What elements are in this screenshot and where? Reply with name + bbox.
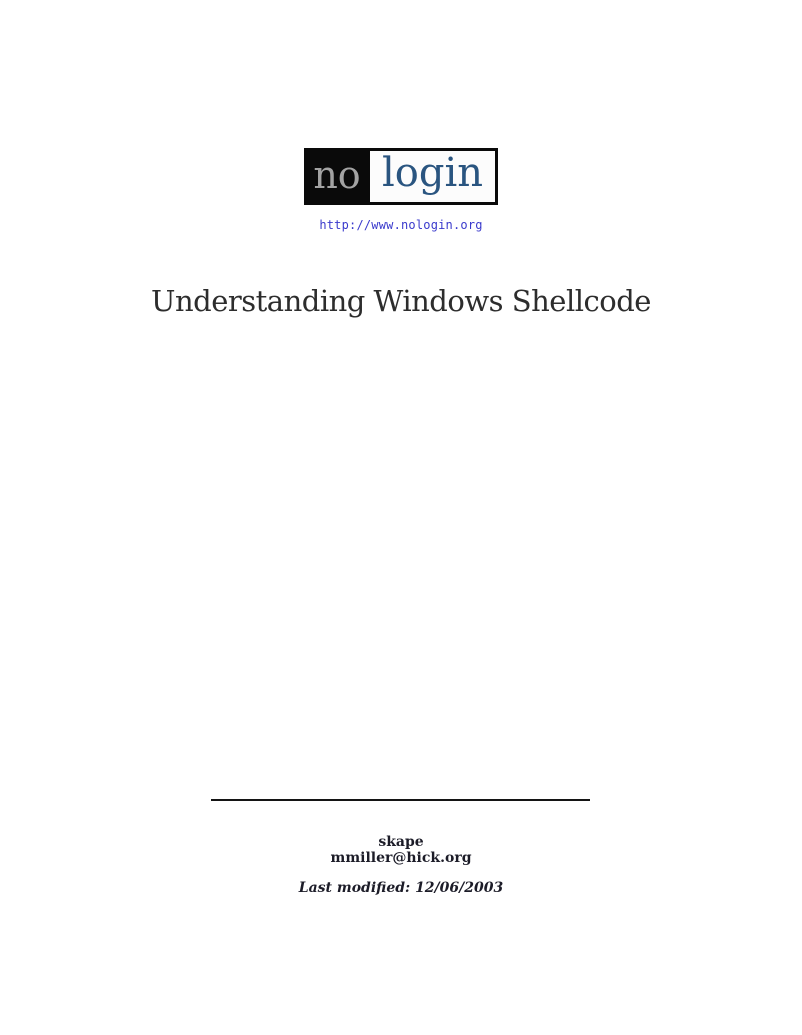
logo-text-no: no	[313, 152, 361, 197]
paper-title: Understanding Windows Shellcode	[151, 284, 651, 318]
nologin-url-link[interactable]: http://www.nologin.org	[319, 218, 483, 232]
author-name: skape	[378, 834, 424, 850]
logo-text-login: login	[381, 150, 484, 196]
divider-rule	[211, 799, 590, 801]
site-url-line	[0, 214, 802, 233]
nologin-logo	[304, 148, 498, 205]
author-email: mmiller@hick.org	[330, 850, 472, 866]
logo-login-box	[370, 151, 495, 202]
last-modified: Last modified: 12/06/2003	[298, 880, 504, 896]
author-block	[0, 834, 802, 896]
